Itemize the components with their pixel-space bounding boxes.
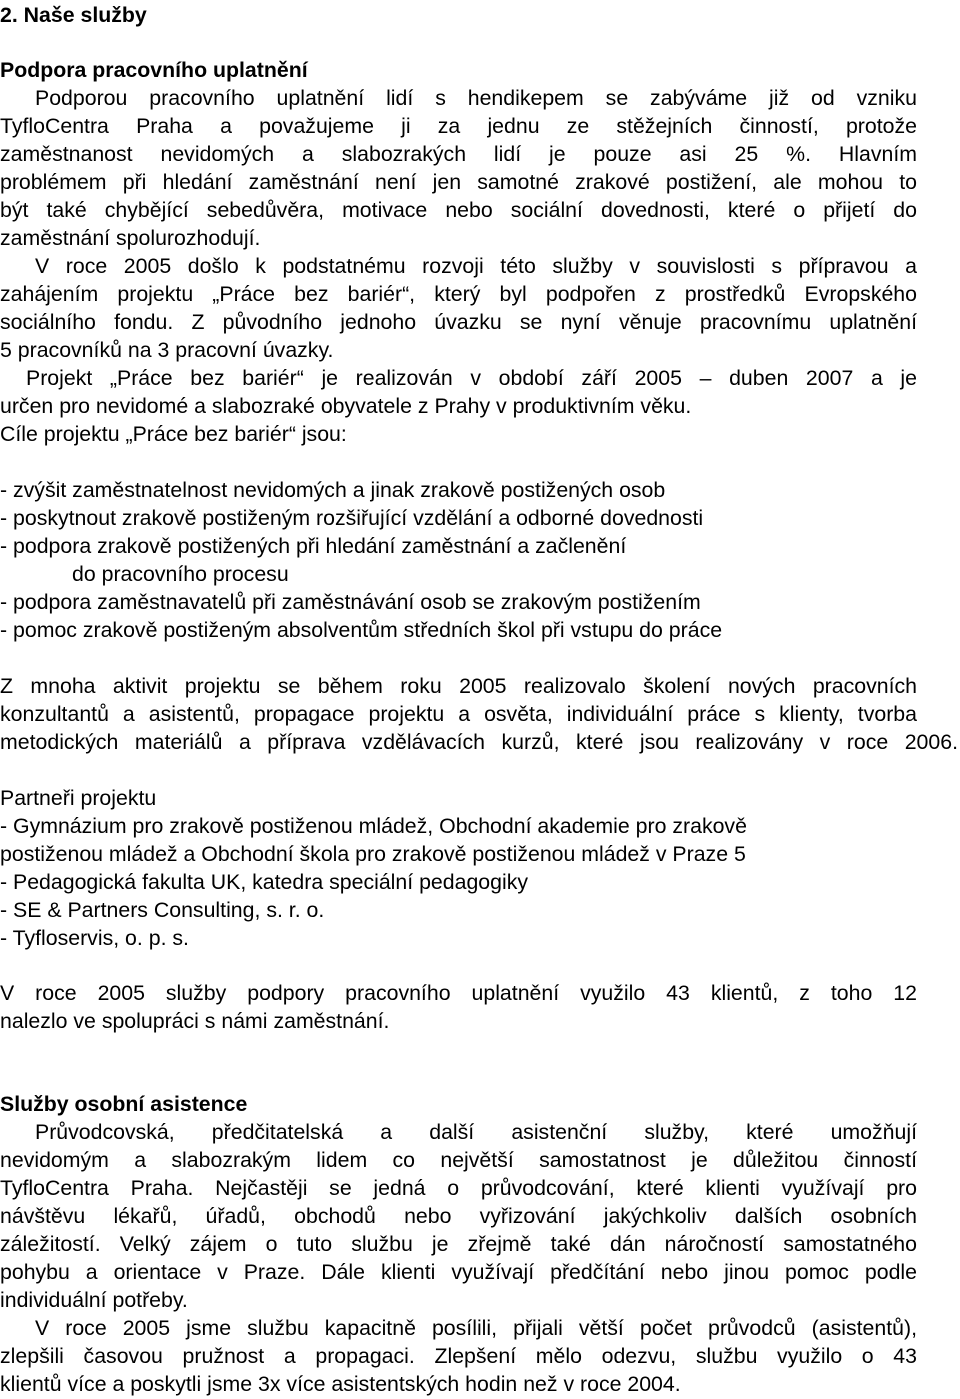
assistance-capacity-line: V roce 2005 jsme službu kapacitně posílili, přijali větší počet průvodců (asistentů),: [35, 1316, 917, 1340]
goal-item: - podpora zrakově postižených při hledání zaměstnání a začlenění: [0, 534, 627, 558]
clients-line: V roce 2005 služby podpory pracovního uplatnění využilo 43 klientů, z toho 12: [0, 981, 917, 1005]
partners-heading: Partneři projektu: [0, 786, 157, 810]
support-intro-line: být také chybějící sebedůvěra, motivace nebo sociální dovednosti, které o přijetí do: [0, 198, 917, 222]
support-development-line: zahájením projektu „Práce bez bariér“, který byl podpořen z prostředků Evropského: [0, 282, 917, 306]
assistance-capacity-line: zlepšili časovou pružnost a propagaci. Zlepšení mělo odezvu, službu využilo o 43: [0, 1344, 917, 1368]
activities-line: Z mnoha aktivit projektu se během roku 2005 realizovalo školení nových pracovních: [0, 674, 917, 698]
support-development-line: V roce 2005 došlo k podstatnému rozvoji této služby v souvislosti s přípravou a: [35, 254, 917, 278]
support-project-line: Projekt „Práce bez bariér“ je realizován v období září 2005 – duben 2007 a je: [26, 366, 917, 390]
support-intro-line: zaměstnanost nevidomých a slabozrakých lidí je pouze asi 25 %. Hlavním: [0, 142, 917, 166]
support-intro-line: problémem při hledání zaměstnání není jen samotné zrakové postižení, ale mohou to: [0, 170, 917, 194]
goal-item: - podpora zaměstnavatelů při zaměstnávání osob se zrakovým postižením: [0, 590, 701, 614]
assistance-intro-line: Průvodcovská, předčitatelská a další asistenční služby, které umožňují: [35, 1120, 917, 1144]
support-development-line: sociálního fondu. Z původního jednoho úvazku se nyní věnuje pracovnímu uplatnění: [0, 310, 917, 334]
goal-item: - zvýšit zaměstnatelnost nevidomých a jinak zrakově postižených osob: [0, 478, 666, 502]
assistance-title: Služby osobní asistence: [0, 1092, 248, 1116]
activities-line: konzultantů a asistentů, propagace projektu a osvěta, individuální práce s klienty, tvorba: [0, 702, 917, 726]
assistance-intro-line: individuální potřeby.: [0, 1288, 188, 1312]
assistance-intro-line: TyfloCentra Praha. Nejčastěji se jedná o průvodcování, které klienti využívají pro: [0, 1176, 917, 1200]
support-intro-line: zaměstnání spolurozhodují.: [0, 226, 261, 250]
partner-item: - Pedagogická fakulta UK, katedra speciální pedagogiky: [0, 870, 529, 894]
goal-item-continuation: do pracovního procesu: [72, 562, 289, 586]
partner-item: - Tyfloservis, o. p. s.: [0, 926, 189, 950]
assistance-intro-line: pohybu a orientace v Praze. Dále klienti využívají předčítání nebo jinou pomoc podle: [0, 1260, 917, 1284]
support-intro-line: TyfloCentra Praha a považujeme ji za jednu ze stěžejních činností, protože: [0, 114, 917, 138]
activities-line: metodických materiálů a příprava vzdělávacích kurzů, které jsou realizovány v roce 2006.: [0, 730, 958, 754]
goals-heading: Cíle projektu „Práce bez bariér“ jsou:: [0, 422, 347, 446]
partner-item-continuation: postiženou mládež a Obchodní škola pro zrakově postiženou mládež v Praze 5: [0, 842, 746, 866]
support-development-line: 5 pracovníků na 3 pracovní úvazky.: [0, 338, 334, 362]
assistance-intro-line: nevidomým a slabozrakým lidem co největší samostatnost je důležitou činností: [0, 1148, 917, 1172]
assistance-intro-line: záležitostí. Velký zájem o tuto službu je zřejmě také dán náročností samostatného: [0, 1232, 917, 1256]
partner-item: - SE & Partners Consulting, s. r. o.: [0, 898, 325, 922]
assistance-capacity-line: klientů více a poskytli jsme 3x více asistentských hodin než v roce 2004.: [0, 1372, 681, 1396]
partner-item: - Gymnázium pro zrakově postiženou mládež, Obchodní akademie pro zrakově: [0, 814, 747, 838]
goal-item: - pomoc zrakově postiženým absolventům středních škol při vstupu do práce: [0, 618, 723, 642]
support-intro-line: Podporou pracovního uplatnění lidí s hendikepem se zabýváme již od vzniku: [35, 86, 917, 110]
support-project-line: určen pro nevidomé a slabozraké obyvatele z Prahy v produktivním věku.: [0, 394, 692, 418]
section-heading: 2. Naše služby: [0, 3, 147, 27]
goal-item: - poskytnout zrakově postiženým rozšiřující vzdělání a odborné dovednosti: [0, 506, 704, 530]
assistance-intro-line: návštěvu lékařů, úřadů, obchodů nebo vyřizování jakýchkoliv dalších osobních: [0, 1204, 917, 1228]
support-title: Podpora pracovního uplatnění: [0, 58, 308, 82]
clients-line: nalezlo ve spolupráci s námi zaměstnání.: [0, 1009, 390, 1033]
